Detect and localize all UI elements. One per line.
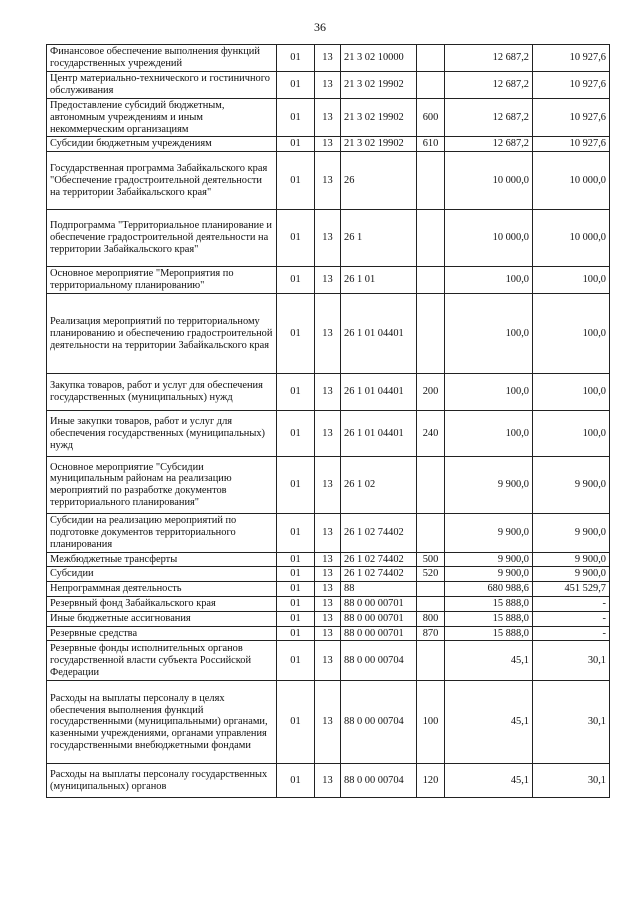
row-target-article: 88 0 00 00701 <box>341 596 417 611</box>
row-sum-year-2: 100,0 <box>533 374 610 411</box>
table-row <box>47 210 610 267</box>
row-name: Иные закупки товаров, работ и услуг для обеспечения государственных (муниципальных) нужд <box>47 411 277 457</box>
row-section: 01 <box>277 267 315 294</box>
row-subsection: 13 <box>315 411 341 457</box>
row-name: Субсидии бюджетным учреждениям <box>47 137 277 152</box>
table-row <box>47 641 610 681</box>
row-sum-year-1: 10 000,0 <box>445 210 533 267</box>
row-sum-year-1: 680 988,6 <box>445 582 533 597</box>
row-section: 01 <box>277 210 315 267</box>
row-expense-type: 800 <box>417 611 445 626</box>
row-expense-type <box>417 267 445 294</box>
row-sum-year-1: 9 900,0 <box>445 457 533 514</box>
row-section: 01 <box>277 596 315 611</box>
row-subsection: 13 <box>315 611 341 626</box>
row-expense-type <box>417 596 445 611</box>
row-sum-year-1: 12 687,2 <box>445 45 533 72</box>
table-row <box>47 681 610 764</box>
row-target-article: 26 1 02 74402 <box>341 567 417 582</box>
row-target-article: 26 1 02 74402 <box>341 552 417 567</box>
budget-table <box>46 44 610 798</box>
row-target-article: 26 1 01 04401 <box>341 411 417 457</box>
table-row <box>47 72 610 99</box>
row-expense-type <box>417 152 445 210</box>
table-row <box>47 411 610 457</box>
table-row <box>47 611 610 626</box>
row-name: Предоставление субсидий бюджетным, автономным учреждениям и иным некоммерческим организациям <box>47 99 277 137</box>
row-sum-year-1: 10 000,0 <box>445 152 533 210</box>
row-sum-year-2: - <box>533 611 610 626</box>
table-row <box>47 582 610 597</box>
row-name: Резервные фонды исполнительных органов государственной власти субъекта Российской Федерации <box>47 641 277 681</box>
row-name: Непрограммная деятельность <box>47 582 277 597</box>
row-sum-year-2: 100,0 <box>533 411 610 457</box>
row-sum-year-2: 30,1 <box>533 764 610 798</box>
row-section: 01 <box>277 374 315 411</box>
table-row <box>47 267 610 294</box>
row-sum-year-1: 15 888,0 <box>445 626 533 641</box>
row-target-article: 21 3 02 19902 <box>341 72 417 99</box>
row-name: Финансовое обеспечение выполнения функций государственных учреждений <box>47 45 277 72</box>
row-section: 01 <box>277 764 315 798</box>
row-expense-type: 870 <box>417 626 445 641</box>
row-subsection: 13 <box>315 294 341 374</box>
row-subsection: 13 <box>315 457 341 514</box>
row-subsection: 13 <box>315 210 341 267</box>
row-section: 01 <box>277 45 315 72</box>
row-subsection: 13 <box>315 99 341 137</box>
row-subsection: 13 <box>315 552 341 567</box>
row-sum-year-2: 100,0 <box>533 294 610 374</box>
row-expense-type: 520 <box>417 567 445 582</box>
row-subsection: 13 <box>315 374 341 411</box>
table-row <box>47 45 610 72</box>
row-subsection: 13 <box>315 626 341 641</box>
table-row <box>47 596 610 611</box>
row-expense-type <box>417 457 445 514</box>
row-section: 01 <box>277 641 315 681</box>
row-sum-year-1: 9 900,0 <box>445 567 533 582</box>
row-sum-year-2: 9 900,0 <box>533 514 610 552</box>
row-expense-type <box>417 582 445 597</box>
row-target-article: 21 3 02 19902 <box>341 137 417 152</box>
row-sum-year-1: 100,0 <box>445 374 533 411</box>
row-subsection: 13 <box>315 267 341 294</box>
row-name: Основное мероприятие "Субсидии муниципальным районам на реализацию мероприятий по разработке документов территориального планирования" <box>47 457 277 514</box>
table-row <box>47 552 610 567</box>
row-subsection: 13 <box>315 137 341 152</box>
row-sum-year-1: 12 687,2 <box>445 99 533 137</box>
row-sum-year-1: 9 900,0 <box>445 514 533 552</box>
row-subsection: 13 <box>315 152 341 210</box>
row-target-article: 26 <box>341 152 417 210</box>
table-body <box>47 45 610 798</box>
row-sum-year-1: 45,1 <box>445 764 533 798</box>
row-sum-year-2: 10 000,0 <box>533 210 610 267</box>
row-section: 01 <box>277 72 315 99</box>
row-sum-year-2: 30,1 <box>533 641 610 681</box>
row-target-article: 26 1 <box>341 210 417 267</box>
row-target-article: 26 1 02 <box>341 457 417 514</box>
row-sum-year-1: 12 687,2 <box>445 137 533 152</box>
row-subsection: 13 <box>315 596 341 611</box>
row-sum-year-1: 100,0 <box>445 411 533 457</box>
row-subsection: 13 <box>315 567 341 582</box>
row-section: 01 <box>277 514 315 552</box>
row-section: 01 <box>277 457 315 514</box>
row-expense-type: 600 <box>417 99 445 137</box>
row-name: Резервный фонд Забайкальского края <box>47 596 277 611</box>
row-section: 01 <box>277 552 315 567</box>
row-sum-year-2: - <box>533 596 610 611</box>
row-name: Основное мероприятие "Мероприятия по территориальному планированию" <box>47 267 277 294</box>
row-target-article: 88 0 00 00704 <box>341 764 417 798</box>
row-expense-type: 200 <box>417 374 445 411</box>
row-target-article: 21 3 02 19902 <box>341 99 417 137</box>
row-expense-type <box>417 641 445 681</box>
row-sum-year-1: 15 888,0 <box>445 611 533 626</box>
table-row <box>47 457 610 514</box>
row-subsection: 13 <box>315 681 341 764</box>
row-section: 01 <box>277 99 315 137</box>
row-section: 01 <box>277 294 315 374</box>
row-target-article: 21 3 02 10000 <box>341 45 417 72</box>
row-expense-type: 610 <box>417 137 445 152</box>
row-sum-year-2: 100,0 <box>533 267 610 294</box>
row-target-article: 26 1 01 04401 <box>341 294 417 374</box>
row-sum-year-1: 100,0 <box>445 294 533 374</box>
row-sum-year-2: 9 900,0 <box>533 567 610 582</box>
row-name: Реализация мероприятий по территориальному планированию и обеспечению градостроительной деятельности на территории Забайкальского края <box>47 294 277 374</box>
row-target-article: 88 0 00 00701 <box>341 611 417 626</box>
row-sum-year-2: 10 000,0 <box>533 152 610 210</box>
row-sum-year-2: 10 927,6 <box>533 72 610 99</box>
row-expense-type <box>417 45 445 72</box>
row-sum-year-2: 10 927,6 <box>533 45 610 72</box>
row-name: Субсидии на реализацию мероприятий по подготовке документов территориального планирования <box>47 514 277 552</box>
row-sum-year-2: 9 900,0 <box>533 457 610 514</box>
row-subsection: 13 <box>315 45 341 72</box>
row-expense-type <box>417 210 445 267</box>
table-row <box>47 137 610 152</box>
row-name: Субсидии <box>47 567 277 582</box>
row-sum-year-1: 45,1 <box>445 681 533 764</box>
row-expense-type: 240 <box>417 411 445 457</box>
table-row <box>47 294 610 374</box>
row-section: 01 <box>277 152 315 210</box>
row-target-article: 88 <box>341 582 417 597</box>
row-expense-type: 500 <box>417 552 445 567</box>
row-name: Межбюджетные трансферты <box>47 552 277 567</box>
row-sum-year-2: - <box>533 626 610 641</box>
page-number: 36 <box>314 20 326 34</box>
row-subsection: 13 <box>315 72 341 99</box>
row-section: 01 <box>277 626 315 641</box>
row-target-article: 26 1 02 74402 <box>341 514 417 552</box>
row-target-article: 88 0 00 00704 <box>341 641 417 681</box>
row-expense-type: 100 <box>417 681 445 764</box>
row-expense-type: 120 <box>417 764 445 798</box>
row-section: 01 <box>277 137 315 152</box>
row-subsection: 13 <box>315 764 341 798</box>
row-sum-year-2: 10 927,6 <box>533 137 610 152</box>
table-row <box>47 99 610 137</box>
row-target-article: 88 0 00 00704 <box>341 681 417 764</box>
table-row <box>47 626 610 641</box>
row-section: 01 <box>277 582 315 597</box>
row-sum-year-2: 451 529,7 <box>533 582 610 597</box>
table-row <box>47 764 610 798</box>
row-name: Расходы на выплаты персоналу в целях обеспечения выполнения функций государственными (муниципальными) органами, казенными учреждениями, органами управления государственными внебюджетными фондами <box>47 681 277 764</box>
row-sum-year-2: 9 900,0 <box>533 552 610 567</box>
row-name: Закупка товаров, работ и услуг для обеспечения государственных (муниципальных) нужд <box>47 374 277 411</box>
table-row <box>47 374 610 411</box>
row-subsection: 13 <box>315 582 341 597</box>
table-row <box>47 514 610 552</box>
row-target-article: 26 1 01 <box>341 267 417 294</box>
row-name: Центр материально-технического и гостиничного обслуживания <box>47 72 277 99</box>
row-sum-year-2: 10 927,6 <box>533 99 610 137</box>
row-subsection: 13 <box>315 641 341 681</box>
row-sum-year-1: 15 888,0 <box>445 596 533 611</box>
row-target-article: 88 0 00 00701 <box>341 626 417 641</box>
row-sum-year-1: 12 687,2 <box>445 72 533 99</box>
row-expense-type <box>417 72 445 99</box>
row-name: Расходы на выплаты персоналу государственных (муниципальных) органов <box>47 764 277 798</box>
row-name: Резервные средства <box>47 626 277 641</box>
row-section: 01 <box>277 611 315 626</box>
table-row <box>47 567 610 582</box>
row-subsection: 13 <box>315 514 341 552</box>
row-section: 01 <box>277 681 315 764</box>
row-section: 01 <box>277 567 315 582</box>
row-expense-type <box>417 294 445 374</box>
row-target-article: 26 1 01 04401 <box>341 374 417 411</box>
row-section: 01 <box>277 411 315 457</box>
row-expense-type <box>417 514 445 552</box>
row-sum-year-1: 9 900,0 <box>445 552 533 567</box>
row-name: Государственная программа Забайкальского края "Обеспечение градостроительной деятельности на территории Забайкальского края" <box>47 152 277 210</box>
row-name: Подпрограмма "Территориальное планирование и обеспечение градостроительной деятельности на территории Забайкальского края" <box>47 210 277 267</box>
row-name: Иные бюджетные ассигнования <box>47 611 277 626</box>
row-sum-year-2: 30,1 <box>533 681 610 764</box>
table-row <box>47 152 610 210</box>
row-sum-year-1: 45,1 <box>445 641 533 681</box>
row-sum-year-1: 100,0 <box>445 267 533 294</box>
